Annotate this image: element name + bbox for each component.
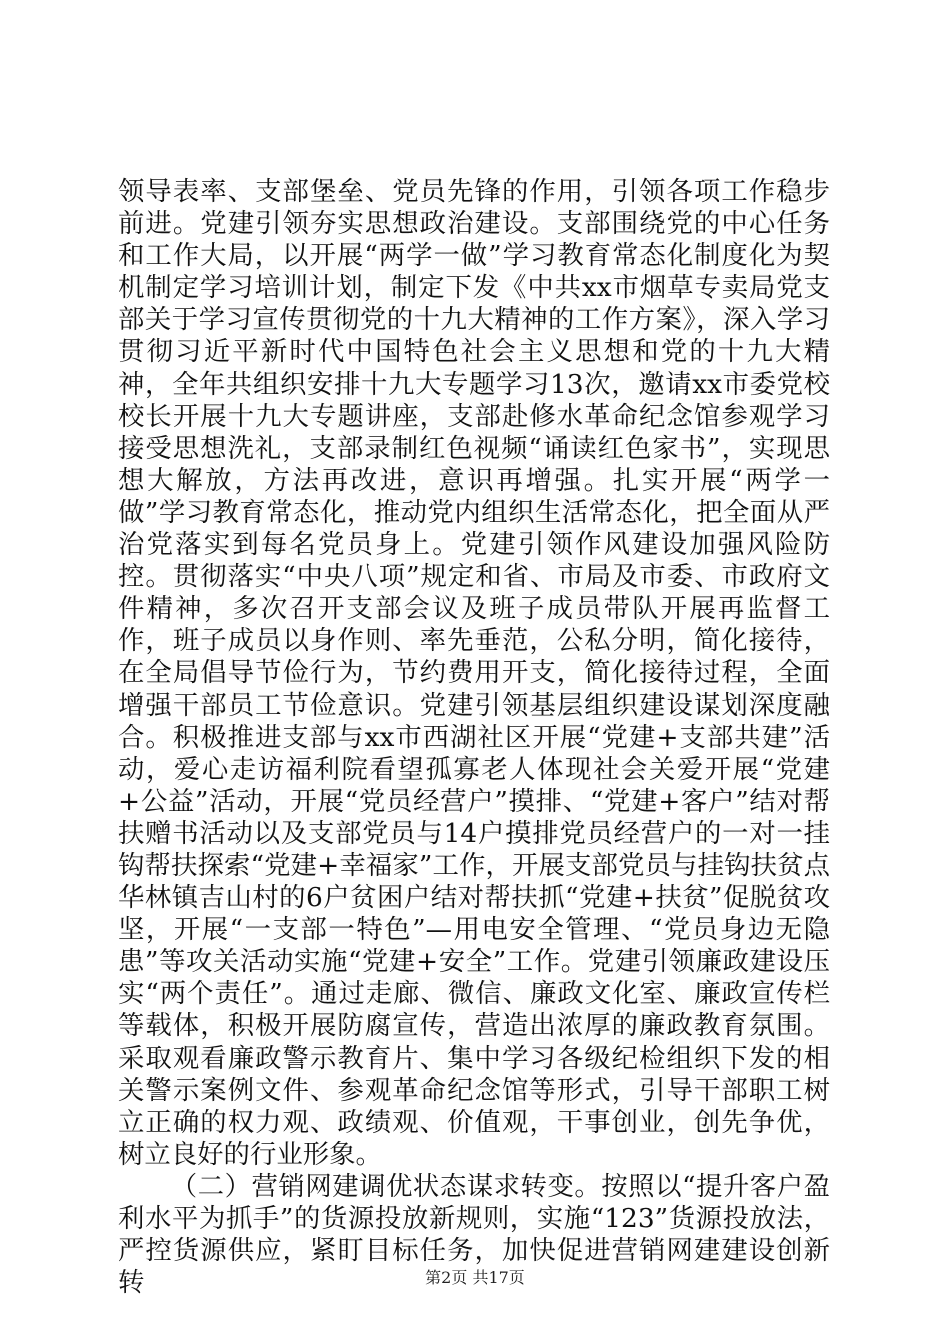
body-paragraph-1: 领导表率、支部堡垒、党员先锋的作用，引领各项工作稳步前进。党建引领夯实思想政治建设。支部围绕党的中心任务和工作大局，以开展“两学一做”学习教育常态化制度化为契机制定学习培训计划，制定下发《中共xx市烟草专卖局党支部关于学习宣传贯彻党的十九大精神的工作方案》，深入学习贯彻习近平新时代中国特色社会主义思想和党的十九大精神，全年共组织安排十九大专题学习13次，邀请xx市委党校校长开展十九大专题讲座，支部赴修水革命纪念馆参观学习接受思想洗礼，支部录制红色视频“诵读红色家书”，实现思想大解放，方法再改进，意识再增强。扎实开展“两学一做”学习教育常态化，推动党内组织生活常态化，把全面从严治党落实到每名党员身上。党建引领作风建设加强风险防控。贯彻落实“中央八项”规定和省、市局及市委、市政府文件精神，多次召开支部会议及班子成员带队开展再监督工作，班子成员以身作则、率先垂范，公私分明，简化接待，在全局倡导节俭行为，节约费用开支，简化接待过程，全面增强干部员工节俭意识。党建引领基层组织建设谋划深度融合。积极推进支部与xx市西湖社区开展“党建+支部共建”活动，爱心走访福利院看望孤寡老人体现社会关爱开展“党建+公益”活动，开展“党员经营户”摸排、“党建+客户”结对帮扶赠书活动以及支部党员与14户摸排党员经营户的一对一挂钩帮扶探索“党建+幸福家”工作，开展支部党员与挂钩扶贫点华林镇吉山村的6户贫困户结对帮扶抓“党建+扶贫”促脱贫攻坚，开展“一支部一特色”—用电安全管理、“党员身边无隐患”等攻关活动实施“党建+安全”工作。党建引领廉政建设压实“两个责任”。通过走廊、微信、廉政文化室、廉政宣传栏等载体，积极开展防腐宣传，营造出浓厚的廉政教育氛围。采取观看廉政警示教育片、集中学习各级纪检组织下发的相关警示案例文件、参观革命纪念馆等形式，引导干部职工树立正确的权力观、政绩观、价值观，干事创业，创先争优，树立良好的行业形象。 <box>118 176 830 1170</box>
body-paragraph-2: （二）营销网建调优状态谋求转变。按照以“提升客户盈利水平为抓手”的货源投放新规则，实施“123”货源投放法，严控货源供应，紧盯目标任务，加快促进营销网建建设创新转 <box>118 1170 830 1299</box>
page-number-footer: 第2页 共17页 <box>425 1268 525 1287</box>
document-body <box>118 176 830 1299</box>
